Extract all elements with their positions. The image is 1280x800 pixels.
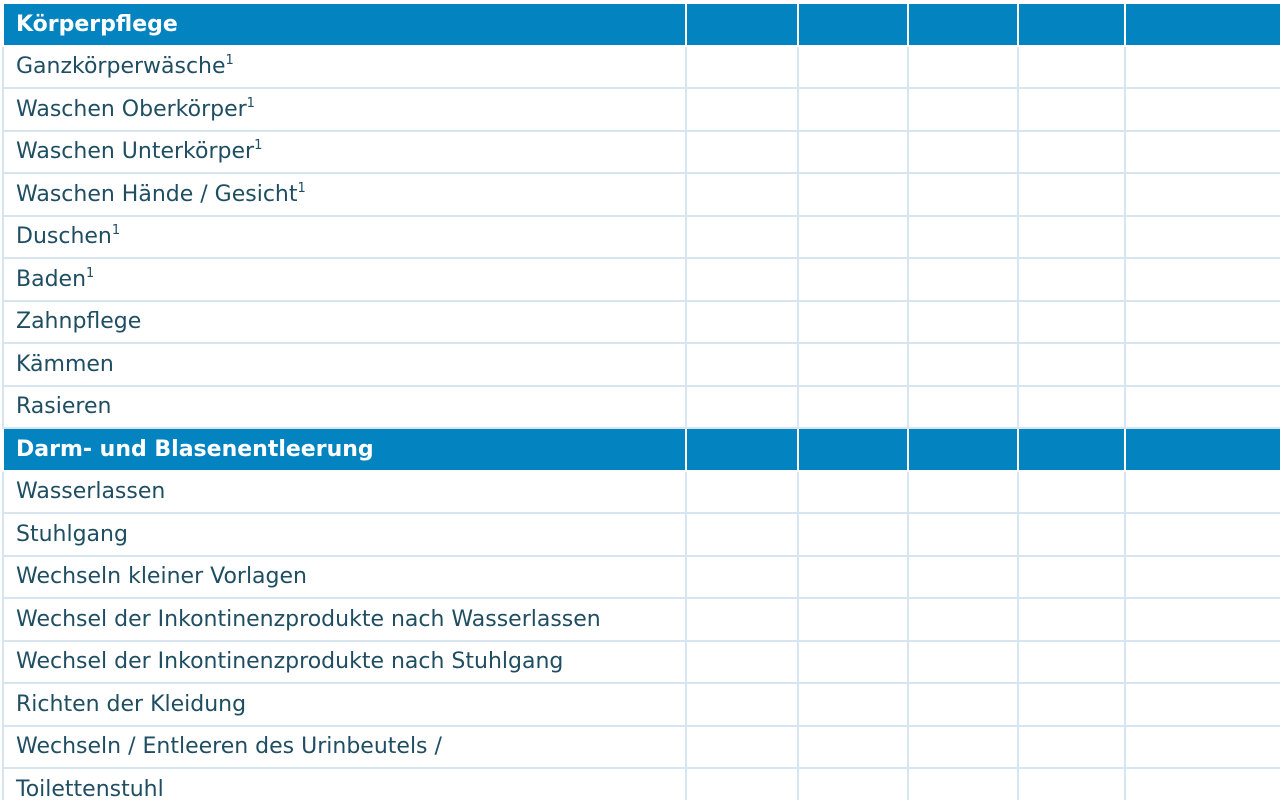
entry-cell[interactable]	[908, 131, 1018, 174]
entry-cell[interactable]	[1018, 726, 1125, 769]
entry-cell[interactable]	[1018, 173, 1125, 216]
entry-cell[interactable]	[1018, 768, 1125, 800]
table-row	[3, 726, 1280, 769]
footnote-marker: 1	[297, 180, 306, 196]
entry-cell[interactable]	[686, 768, 798, 800]
entry-cell[interactable]	[1125, 386, 1280, 429]
table-row	[3, 471, 1280, 514]
table-row	[3, 301, 1280, 344]
entry-cell[interactable]	[908, 301, 1018, 344]
entry-cell[interactable]	[1125, 641, 1280, 684]
entry-cell[interactable]	[798, 386, 908, 429]
entry-cell[interactable]	[1125, 768, 1280, 800]
section-header-cell	[686, 428, 798, 471]
footnote-marker: 1	[254, 138, 263, 154]
entry-cell[interactable]	[1125, 46, 1280, 89]
entry-cell[interactable]	[1018, 216, 1125, 259]
section-header-cell	[1125, 3, 1280, 46]
entry-cell[interactable]	[1018, 301, 1125, 344]
activity-label-cell	[3, 513, 686, 556]
entry-cell[interactable]	[686, 343, 798, 386]
entry-cell[interactable]	[1018, 131, 1125, 174]
entry-cell[interactable]	[1125, 301, 1280, 344]
activity-label-cell	[3, 216, 686, 259]
activity-label-cell	[3, 726, 686, 769]
entry-cell[interactable]	[686, 216, 798, 259]
entry-cell[interactable]	[1125, 216, 1280, 259]
entry-cell[interactable]	[1125, 343, 1280, 386]
table-row	[3, 46, 1280, 89]
entry-cell[interactable]	[1018, 343, 1125, 386]
entry-cell[interactable]	[798, 683, 908, 726]
footnote-marker: 1	[86, 265, 95, 281]
section-header	[3, 428, 1280, 471]
entry-cell[interactable]	[798, 216, 908, 259]
activity-label: Wechsel der Inkontinenzprodukte nach Wasserlassen	[16, 606, 601, 632]
section-header-cell	[908, 3, 1018, 46]
table-row	[3, 386, 1280, 429]
entry-cell[interactable]	[686, 598, 798, 641]
entry-cell[interactable]	[1125, 258, 1280, 301]
entry-cell[interactable]	[686, 46, 798, 89]
activity-label: Wechseln kleiner Vorlagen	[16, 564, 307, 590]
activity-label: Waschen Unterkörper	[16, 139, 255, 165]
activity-label-cell	[3, 343, 686, 386]
activity-label-cell	[3, 768, 686, 800]
entry-cell[interactable]	[798, 258, 908, 301]
entry-cell[interactable]	[1125, 726, 1280, 769]
entry-cell[interactable]	[686, 471, 798, 514]
activity-label-cell	[3, 88, 686, 131]
activity-label: Wasserlassen	[16, 479, 166, 505]
entry-cell[interactable]	[686, 683, 798, 726]
entry-cell[interactable]	[908, 386, 1018, 429]
activity-label: Duschen	[16, 224, 112, 250]
activity-label-cell	[3, 46, 686, 89]
entry-cell[interactable]	[908, 641, 1018, 684]
activity-label: Stuhlgang	[16, 521, 128, 547]
activity-label-cell	[3, 641, 686, 684]
entry-cell[interactable]	[798, 768, 908, 800]
table-row	[3, 683, 1280, 726]
entry-cell[interactable]	[798, 46, 908, 89]
entry-cell[interactable]	[908, 46, 1018, 89]
care-activity-table	[2, 2, 1280, 800]
entry-cell[interactable]	[686, 301, 798, 344]
entry-cell[interactable]	[1018, 88, 1125, 131]
entry-cell[interactable]	[1018, 641, 1125, 684]
entry-cell[interactable]	[1125, 598, 1280, 641]
entry-cell[interactable]	[1018, 513, 1125, 556]
entry-cell[interactable]	[908, 683, 1018, 726]
entry-cell[interactable]	[1018, 556, 1125, 599]
footnote-marker: 1	[111, 223, 121, 239]
section-header-cell	[798, 428, 908, 471]
table-row	[3, 513, 1280, 556]
footnote-marker: 1	[225, 53, 234, 69]
entry-cell[interactable]	[908, 88, 1018, 131]
table-row	[3, 131, 1280, 174]
activity-label: Kämmen	[16, 351, 114, 377]
entry-cell[interactable]	[798, 726, 908, 769]
table-row	[3, 343, 1280, 386]
entry-cell[interactable]	[908, 258, 1018, 301]
entry-cell[interactable]	[686, 513, 798, 556]
entry-cell[interactable]	[1018, 386, 1125, 429]
entry-cell[interactable]	[798, 343, 908, 386]
entry-cell[interactable]	[1018, 258, 1125, 301]
table-row	[3, 598, 1280, 641]
entry-cell[interactable]	[686, 641, 798, 684]
activity-label: Wechseln / Entleeren des Urinbeutels /	[16, 734, 442, 760]
section-title: Darm- und Blasenentleerung	[3, 428, 686, 471]
section-header	[3, 3, 1280, 46]
entry-cell[interactable]	[686, 258, 798, 301]
table-row	[3, 768, 1280, 800]
entry-cell[interactable]	[908, 471, 1018, 514]
activity-label: Waschen Oberkörper	[16, 96, 247, 122]
table-body	[3, 3, 1280, 800]
entry-cell[interactable]	[908, 343, 1018, 386]
entry-cell[interactable]	[908, 598, 1018, 641]
entry-cell[interactable]	[798, 173, 908, 216]
section-header-cell	[1018, 428, 1125, 471]
entry-cell[interactable]	[798, 131, 908, 174]
activity-label: Baden	[16, 266, 87, 292]
entry-cell[interactable]	[798, 471, 908, 514]
table-row	[3, 258, 1280, 301]
activity-label-cell	[3, 556, 686, 599]
entry-cell[interactable]	[686, 726, 798, 769]
entry-cell[interactable]	[908, 216, 1018, 259]
activity-label-cell	[3, 598, 686, 641]
entry-cell[interactable]	[686, 173, 798, 216]
activity-label: Ganzkörperwäsche	[16, 54, 226, 80]
activity-label: Waschen Hände / Gesicht	[16, 181, 298, 207]
activity-label: Wechsel der Inkontinenzprodukte nach Stuhlgang	[16, 649, 564, 675]
entry-cell[interactable]	[1125, 88, 1280, 131]
section-header-cell	[908, 428, 1018, 471]
entry-cell[interactable]	[798, 641, 908, 684]
entry-cell[interactable]	[686, 556, 798, 599]
entry-cell[interactable]	[1125, 173, 1280, 216]
entry-cell[interactable]	[686, 88, 798, 131]
table-row	[3, 641, 1280, 684]
section-header-cell	[798, 3, 908, 46]
entry-cell[interactable]	[798, 301, 908, 344]
entry-cell[interactable]	[1018, 598, 1125, 641]
footnote-marker: 1	[246, 95, 255, 111]
entry-cell[interactable]	[686, 386, 798, 429]
activity-label: Rasieren	[16, 394, 112, 420]
entry-cell[interactable]	[908, 556, 1018, 599]
entry-cell[interactable]	[1018, 471, 1125, 514]
entry-cell[interactable]	[686, 131, 798, 174]
entry-cell[interactable]	[908, 513, 1018, 556]
entry-cell[interactable]	[798, 88, 908, 131]
table-row	[3, 173, 1280, 216]
entry-cell[interactable]	[1125, 556, 1280, 599]
table-row	[3, 556, 1280, 599]
activity-label-cell	[3, 471, 686, 514]
activity-label: Toilettenstuhl	[16, 776, 164, 800]
section-header-cell	[1018, 3, 1125, 46]
entry-cell[interactable]	[1125, 471, 1280, 514]
activity-label-cell	[3, 683, 686, 726]
activity-label-cell	[3, 131, 686, 174]
section-header-cell	[1125, 428, 1280, 471]
activity-label-cell	[3, 301, 686, 344]
entry-cell[interactable]	[1018, 46, 1125, 89]
table-row	[3, 216, 1280, 259]
entry-cell[interactable]	[798, 513, 908, 556]
entry-cell[interactable]	[1125, 513, 1280, 556]
entry-cell[interactable]	[908, 768, 1018, 800]
entry-cell[interactable]	[908, 173, 1018, 216]
section-header-cell	[686, 3, 798, 46]
activity-label-cell	[3, 258, 686, 301]
entry-cell[interactable]	[798, 598, 908, 641]
entry-cell[interactable]	[1125, 131, 1280, 174]
entry-cell[interactable]	[1018, 683, 1125, 726]
table-row	[3, 88, 1280, 131]
entry-cell[interactable]	[908, 726, 1018, 769]
entry-cell[interactable]	[798, 556, 908, 599]
section-title: Körperpflege	[3, 3, 686, 46]
activity-label-cell	[3, 386, 686, 429]
entry-cell[interactable]	[1125, 683, 1280, 726]
activity-label-cell	[3, 173, 686, 216]
activity-label: Richten der Kleidung	[16, 691, 247, 717]
activity-label: Zahnpflege	[16, 309, 142, 335]
